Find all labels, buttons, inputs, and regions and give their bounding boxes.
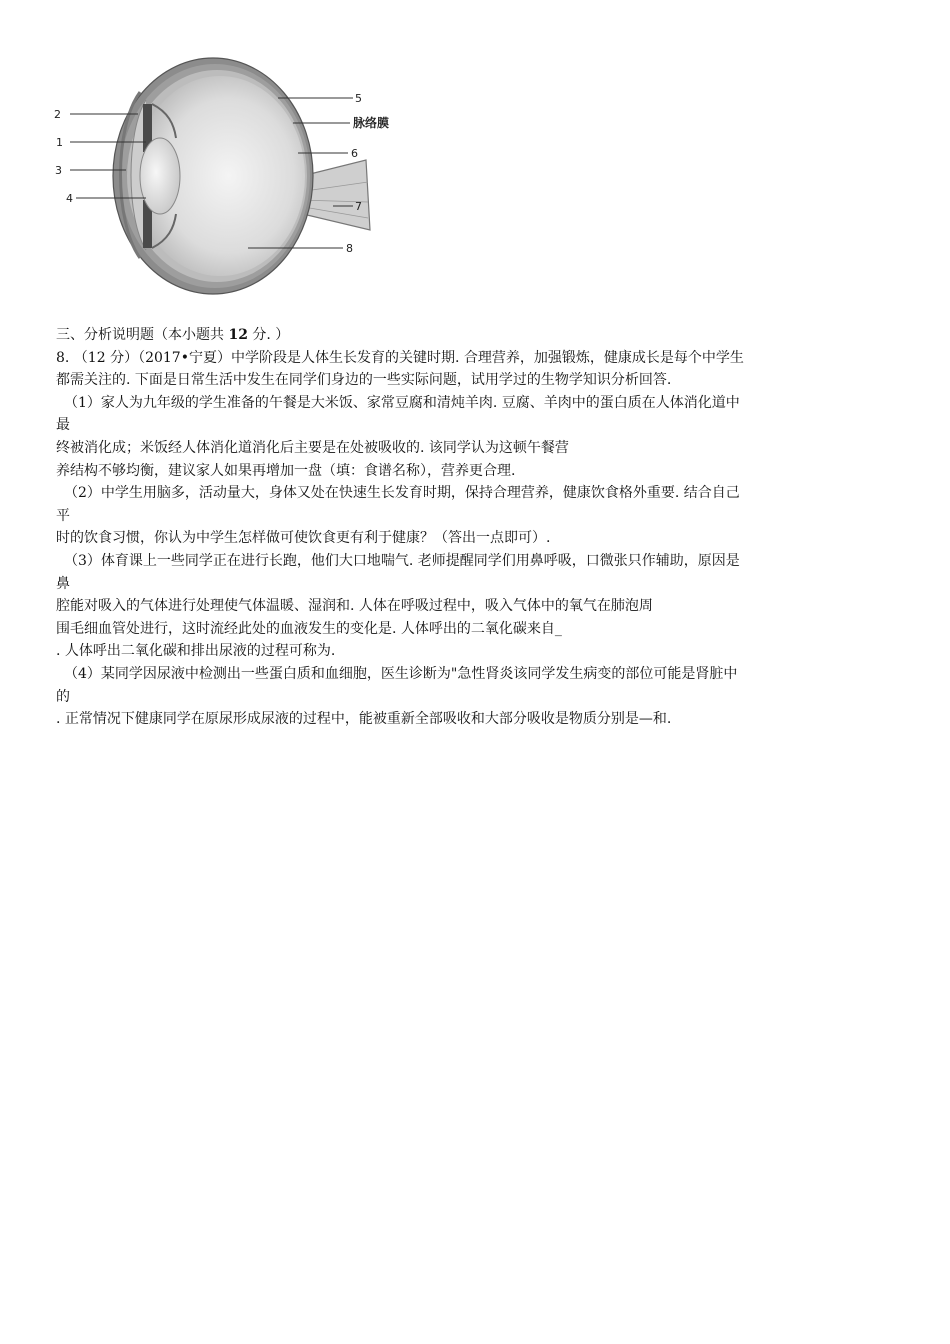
part1-line-3: 终被消化成；米饭经人体消化道消化后主要是在处被吸收的. 该同学认为这顿午餐营 bbox=[56, 439, 569, 456]
part3-line-3: 腔能对吸入的气体进行处理使气体温暖、湿润和. 人体在呼吸过程中，吸入气体中的氧气在肺泡周 bbox=[56, 598, 653, 615]
part3-line-5: . 人体呼出二氧化碳和排出尿液的过程可称为. bbox=[56, 643, 336, 660]
label-1: 1 bbox=[56, 136, 63, 149]
part1-line-1: （1）家人为九年级的学生准备的午餐是大米饭、家常豆腐和清炖羊肉. 豆腐、羊肉中的蛋白质在人体消化道中 bbox=[64, 394, 740, 411]
part4-line-1: （4）某同学因尿液中检测出一些蛋白质和血细胞，医生诊断为"急性肾炎该同学发生病变的部位可能是肾脏中 bbox=[64, 665, 738, 682]
part2-line-2: 平 bbox=[56, 507, 70, 524]
label-6: 6 bbox=[351, 147, 358, 160]
question-intro-line-2: 都需关注的. 下面是日常生活中发生在同学们身边的一些实际问题，试用学过的生物学知识分析回答. bbox=[56, 372, 672, 389]
part4-line-2: 的 bbox=[56, 688, 70, 705]
section-heading: 三、分析说明题（本小题共 12 分. ） bbox=[56, 327, 290, 343]
label-2: 2 bbox=[54, 108, 61, 121]
label-choroid: 脉络膜 bbox=[353, 116, 390, 130]
part2-line-3: 时的饮食习惯，你认为中学生怎样做可使饮食更有利于健康？（答出一点即可）. bbox=[56, 530, 551, 547]
lens bbox=[140, 138, 180, 214]
part3-line-4: 围毛细血管处进行，这时流经此处的血液发生的变化是. 人体呼出的二氧化碳来自_ bbox=[56, 620, 562, 637]
part3-line-1: （3）体育课上一些同学正在进行长跑，他们大口地喘气. 老师提醒同学们用鼻呼吸，口微张只作辅助，原因是 bbox=[64, 552, 740, 569]
label-7: 7 bbox=[355, 200, 362, 213]
eye-structure-diagram bbox=[48, 52, 418, 297]
label-5: 5 bbox=[355, 92, 362, 105]
question-text-block bbox=[56, 324, 886, 731]
part2-line-1: （2）中学生用脑多，活动量大，身体又处在快速生长发育时期，保持合理营养，健康饮食格外重要. 结合自己 bbox=[64, 485, 740, 502]
question-intro-line-1: 8. （12 分）（2017•宁夏）中学阶段是人体生长发育的关键时期. 合理营养，加强锻炼，健康成长是每个中学生 bbox=[56, 349, 744, 366]
label-4: 4 bbox=[66, 192, 73, 205]
section-points: 12 bbox=[228, 327, 248, 343]
part4-line-3: . 正常情况下健康同学在原尿形成尿液的过程中，能被重新全部吸收和大部分吸收是物质分别是—和. bbox=[56, 711, 672, 728]
label-8: 8 bbox=[346, 242, 353, 255]
part1-line-2: 最 bbox=[56, 417, 70, 434]
label-3: 3 bbox=[55, 164, 62, 177]
part1-line-4: 养结构不够均衡，建议家人如果再增加一盘（填：食谱名称），营养更合理. bbox=[56, 462, 516, 479]
part3-line-2: 鼻 bbox=[56, 575, 70, 592]
